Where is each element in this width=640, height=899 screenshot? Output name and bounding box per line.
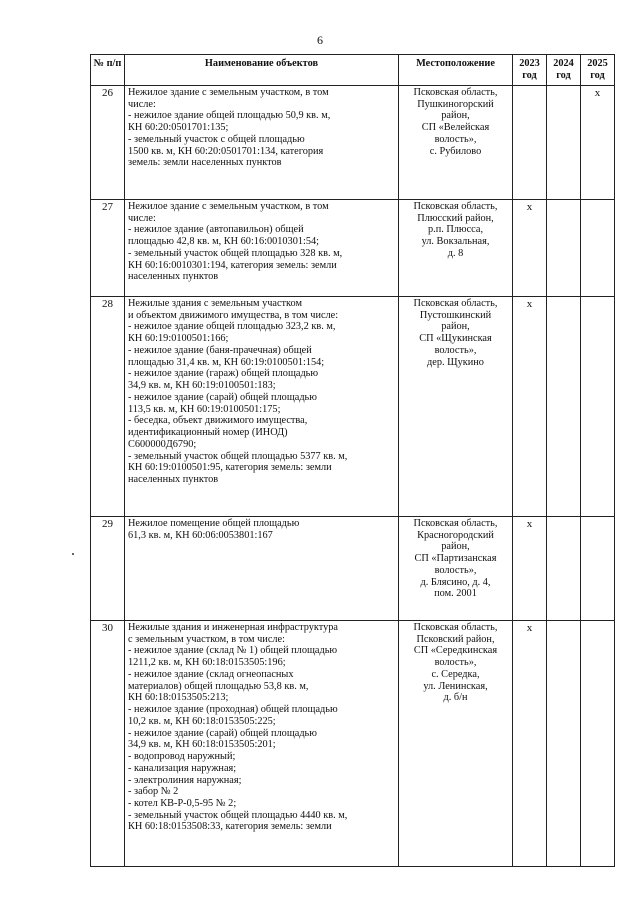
object-name-line: населенных пунктов: [128, 474, 219, 486]
object-location-line: с. Рубилово: [429, 145, 482, 157]
object-location-line: Псковский район,: [416, 633, 495, 645]
object-name-line: КН 60:18:0153505:213;: [128, 692, 229, 704]
table-row: [91, 517, 615, 621]
row-number: 29: [91, 517, 125, 621]
object-name-line: материалов) общей площадью 53,8 кв. м,: [128, 680, 309, 692]
object-name-line: КН 60:19:0100501:95, категория земель: земли: [128, 462, 332, 474]
object-name-line: - земельный участок общей площадью 328 кв. м,: [128, 247, 343, 259]
object-location: [399, 297, 513, 517]
object-name-line: 10,2 кв. м, КН 60:18:0153505:225;: [128, 715, 276, 727]
object-name-line: 34,9 кв. м, КН 60:18:0153505:201;: [128, 739, 276, 751]
object-location: [399, 200, 513, 297]
object-location-line: Красногородский: [417, 529, 494, 541]
object-name: [125, 297, 399, 517]
object-location-line: район,: [441, 541, 470, 553]
header-location: Местоположение: [399, 55, 513, 86]
year-mark-2025: x: [581, 86, 615, 200]
object-location-line: ул. Вокзальная,: [421, 236, 490, 248]
table-body: [91, 86, 615, 867]
header-2023: 2023 год: [513, 55, 547, 86]
year-mark-2023: [513, 86, 547, 200]
object-location-line: СП «Щукинская: [419, 333, 492, 345]
object-name-line: Нежилое помещение общей площадью: [128, 518, 300, 529]
object-location-line: д. Блясино, д. 4,: [420, 576, 491, 588]
header-2025: 2025 год: [581, 55, 615, 86]
object-name: [125, 621, 399, 867]
scan-speck: [72, 553, 74, 555]
object-name-line: - нежилое здание (гараж) общей площадью: [128, 368, 319, 380]
page-number: 6: [317, 33, 323, 47]
object-location-line: волость»,: [434, 564, 477, 576]
object-name-line: - нежилое здание общей площадью 323,2 кв. м,: [128, 321, 336, 333]
table-row: [91, 200, 615, 297]
table-header-row: [91, 55, 615, 86]
object-name-line: 113,5 кв. м, КН 60:19:0100501:175;: [128, 403, 281, 415]
object-location: [399, 86, 513, 200]
row-number: 27: [91, 200, 125, 297]
object-location-line: СП «Велейская: [421, 122, 490, 134]
object-name-line: площадью 31,4 кв. м, КН 60:19:0100501:154;: [128, 356, 325, 368]
object-location-line: пом. 2001: [434, 588, 477, 600]
object-name-line: - канализация наружная;: [128, 762, 237, 774]
object-location-line: дер. Щукино: [427, 356, 484, 368]
object-name-line: Нежилые здания с земельным участком: [128, 298, 302, 309]
year-mark-2023: x: [513, 200, 547, 297]
object-location-line: д. 8: [447, 247, 464, 259]
object-name-line: числе:: [128, 212, 156, 224]
row-number: 30: [91, 621, 125, 867]
object-name-line: КН 60:19:0100501:166;: [128, 333, 229, 345]
object-name-line: и объектом движимого имущества, в том числе:: [128, 309, 339, 321]
object-location: [399, 517, 513, 621]
object-name-line: с земельным участком, в том числе:: [128, 633, 285, 645]
object-name-line: - земельный участок общей площадью 4440 кв. м,: [128, 809, 348, 821]
object-location-line: Плюсский район,: [417, 212, 494, 224]
object-name-line: - нежилое здание (проходная) общей площадью: [128, 704, 338, 716]
object-location-line: волость»,: [434, 133, 477, 145]
object-name-line: - нежилое здание (сарай) общей площадью: [128, 727, 317, 739]
header-2024: 2024 год: [547, 55, 581, 86]
row-number: 26: [91, 86, 125, 200]
header-num: № п/п: [91, 55, 125, 86]
object-name-line: КН 60:16:0010301:194, категория земель: земли: [128, 259, 337, 271]
object-location-line: Псковская область,: [413, 518, 498, 529]
year-mark-2025: [581, 297, 615, 517]
year-mark-2023: x: [513, 517, 547, 621]
year-mark-2025: [581, 517, 615, 621]
object-name-line: Нежилое здание с земельным участком, в том: [128, 87, 329, 98]
object-location: [399, 621, 513, 867]
object-name-line: 1211,2 кв. м, КН 60:18:0153505:196;: [128, 657, 286, 669]
object-location-line: район,: [441, 321, 470, 333]
table-row: [91, 86, 615, 200]
object-name-line: 61,3 кв. м, КН 60:06:0053801:167: [128, 529, 273, 541]
row-number: 28: [91, 297, 125, 517]
object-name-line: земель: земли населенных пунктов: [128, 157, 282, 169]
object-location-line: Псковская область,: [413, 298, 498, 309]
object-name-line: - нежилое здание общей площадью 50,9 кв. м,: [128, 110, 331, 122]
object-name: [125, 86, 399, 200]
object-location-line: СП «Партизанская: [414, 553, 497, 565]
year-mark-2025: [581, 621, 615, 867]
object-name-line: 1500 кв. м, КН 60:20:0501701:134, категория: [128, 145, 324, 157]
object-name-line: Нежилое здание с земельным участком, в том: [128, 201, 329, 212]
object-name-line: числе:: [128, 98, 156, 110]
year-mark-2025: [581, 200, 615, 297]
object-name-line: - нежилое здание (склад № 1) общей площадью: [128, 645, 338, 657]
object-location-line: Пушкиногорский: [417, 98, 494, 110]
object-name-line: С600000Д6790;: [128, 438, 197, 450]
object-name-line: - водопровод наружный;: [128, 751, 236, 763]
object-name-line: - беседка, объект движимого имущества,: [128, 415, 308, 427]
object-location-line: волость»,: [434, 344, 477, 356]
object-location-line: район,: [441, 110, 470, 122]
year-mark-2024: [547, 297, 581, 517]
year-mark-2023: x: [513, 297, 547, 517]
object-location-line: Псковская область,: [413, 201, 498, 212]
object-name-line: - электролиния наружная;: [128, 774, 242, 786]
header-name: Наименование объектов: [125, 55, 399, 86]
object-location-line: СП «Середкинская: [413, 645, 498, 657]
table-row: [91, 621, 615, 867]
object-name-line: - нежилое здание (склад огнеопасных: [128, 668, 294, 680]
object-name-line: - земельный участок общей площадью 5377 кв. м,: [128, 450, 348, 462]
object-name-line: - котел КВ-Р-0,5-95 № 2;: [128, 798, 237, 810]
object-name-line: - нежилое здание (баня-прачечная) общей: [128, 344, 312, 356]
object-name-line: - земельный участок с общей площадью: [128, 133, 305, 145]
object-name: [125, 517, 399, 621]
objects-table: [90, 54, 615, 867]
table-row: [91, 297, 615, 517]
object-name-line: 34,9 кв. м, КН 60:19:0100501:183;: [128, 380, 276, 392]
object-location-line: волость»,: [434, 657, 477, 669]
object-location-line: с. Середка,: [431, 668, 480, 680]
object-name-line: - нежилое здание (автопавильон) общей: [128, 224, 304, 236]
year-mark-2024: [547, 86, 581, 200]
object-name: [125, 200, 399, 297]
object-location-line: д. б/н: [443, 692, 468, 704]
year-mark-2024: [547, 621, 581, 867]
year-mark-2024: [547, 517, 581, 621]
object-location-line: Пустошкинский: [419, 309, 492, 321]
year-mark-2024: [547, 200, 581, 297]
object-name-line: КН 60:20:0501701:135;: [128, 122, 229, 134]
object-name-line: КН 60:18:0153508:33, категория земель: земли: [128, 821, 332, 833]
object-name-line: площадью 42,8 кв. м, КН 60:16:0010301:54;: [128, 236, 320, 248]
object-name-line: - забор № 2: [128, 786, 179, 798]
object-name-line: Нежилые здания и инженерная инфраструктура: [128, 622, 338, 633]
object-name-line: населенных пунктов: [128, 271, 219, 283]
object-location-line: р.п. Плюсса,: [427, 224, 484, 236]
object-name-line: идентификационный номер (ИНОД): [128, 427, 288, 439]
object-location-line: Псковская область,: [413, 87, 498, 98]
object-location-line: ул. Ленинская,: [423, 680, 488, 692]
object-name-line: - нежилое здание (сарай) общей площадью: [128, 391, 317, 403]
object-location-line: Псковская область,: [413, 622, 498, 633]
year-mark-2023: x: [513, 621, 547, 867]
